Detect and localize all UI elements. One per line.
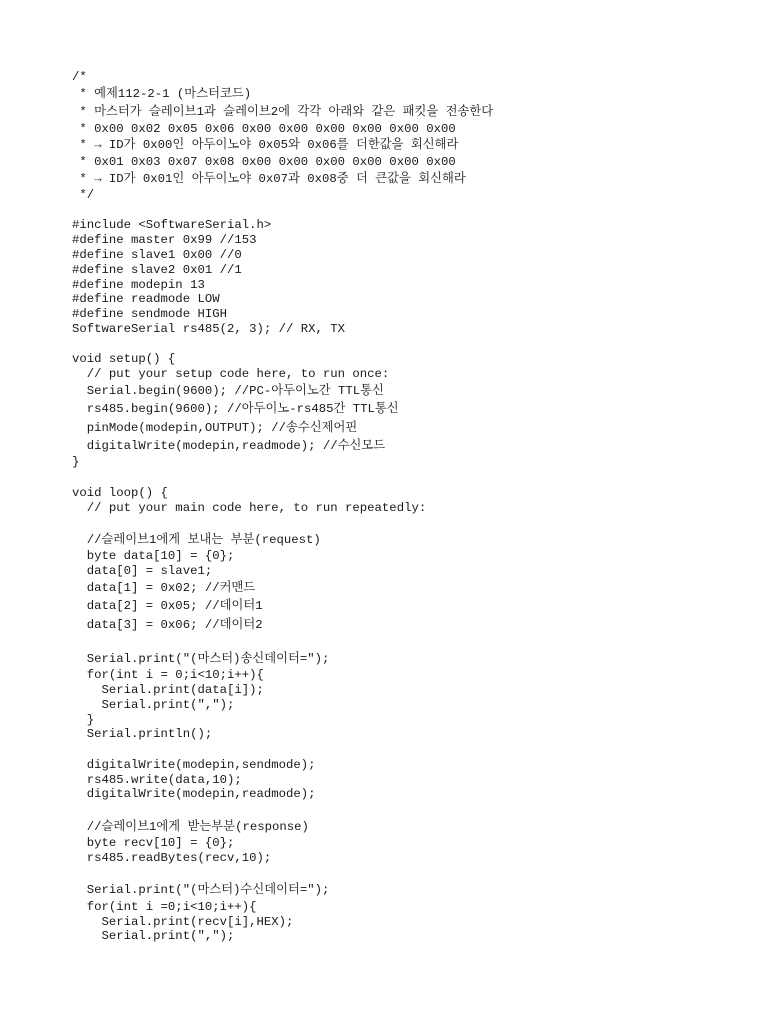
blank-line xyxy=(72,634,752,650)
code-line: byte recv[10] = {0}; xyxy=(72,836,235,851)
code-line: /* xyxy=(72,70,87,84)
code-line: Serial.print("(마스터)송신데이터="); xyxy=(72,651,330,666)
code-line: for(int i =0;i<10;i++){ xyxy=(72,899,257,914)
code-listing xyxy=(72,70,752,944)
code-line: //슬레이브1에게 받는부분(response) xyxy=(72,819,309,834)
code-line: Serial.begin(9600); //PC-아두이노간 TTL통신 xyxy=(72,383,384,398)
blank-line xyxy=(72,203,752,219)
blank-line xyxy=(72,742,752,758)
code-line: byte data[10] = {0}; xyxy=(72,549,235,564)
code-line: data[3] = 0x06; //데이터2 xyxy=(72,617,263,632)
code-line: * 0x01 0x03 0x07 0x08 0x00 0x00 0x00 0x00 0x00 0x00 xyxy=(72,154,456,169)
blank-line xyxy=(72,515,752,531)
code-line: * 예제112-2-1 (마스터코드) xyxy=(72,86,252,101)
code-line: Serial.print(","); xyxy=(72,697,235,712)
code-line: data[2] = 0x05; //데이터1 xyxy=(72,599,263,614)
blank-line xyxy=(72,337,752,353)
code-line: rs485.begin(9600); //아두이노-rs485간 TTL통신 xyxy=(72,402,399,417)
code-line: Serial.print(","); xyxy=(72,929,235,944)
code-line: digitalWrite(modepin,readmode); //수신모드 xyxy=(72,439,386,454)
blank-line xyxy=(72,802,752,818)
code-line: #define master 0x99 //153 xyxy=(72,233,257,248)
code-line: digitalWrite(modepin,readmode); xyxy=(72,787,316,802)
code-line: } xyxy=(72,712,95,727)
code-line: #include <SoftwareSerial.h> xyxy=(72,218,272,233)
code-line: rs485.readBytes(recv,10); xyxy=(72,850,272,865)
code-line: #define sendmode HIGH xyxy=(72,307,227,322)
code-line: Serial.print(data[i]); xyxy=(72,682,264,697)
code-line: void loop() { xyxy=(72,485,168,500)
blank-line xyxy=(72,866,752,882)
code-line: Serial.println(); xyxy=(72,727,213,742)
code-line: SoftwareSerial rs485(2, 3); // RX, TX xyxy=(72,321,346,336)
code-line: //슬레이브1에게 보내는 부분(request) xyxy=(72,533,321,548)
code-line: * 0x00 0x02 0x05 0x06 0x00 0x00 0x00 0x00 0x00 0x00 xyxy=(72,121,456,136)
code-line: Serial.print(recv[i],HEX); xyxy=(72,914,294,929)
code-line: data[1] = 0x02; //커맨드 xyxy=(72,581,256,596)
code-line: for(int i = 0;i<10;i++){ xyxy=(72,668,264,683)
code-line: digitalWrite(modepin,sendmode); xyxy=(72,757,316,772)
code-line: #define modepin 13 xyxy=(72,277,205,292)
code-line: #define slave1 0x00 //0 xyxy=(72,247,242,262)
code-line: */ xyxy=(72,187,95,202)
code-line: Serial.print("(마스터)수신데이터="); xyxy=(72,883,330,898)
code-line: // put your setup code here, to run once: xyxy=(72,367,390,382)
code-line: * → ID가 0x01인 아두이노야 0x07과 0x08중 더 큰값을 회신해라 xyxy=(72,171,466,186)
code-line: #define slave2 0x01 //1 xyxy=(72,262,242,277)
code-line: * → ID가 0x00인 아두이노야 0x05와 0x06를 더한값을 회신해라 xyxy=(72,138,459,153)
code-line: #define readmode LOW xyxy=(72,292,220,307)
code-line: } xyxy=(72,455,80,470)
code-line: data[0] = slave1; xyxy=(72,564,213,579)
code-line: * 마스터가 슬레이브1과 슬레이브2에 각각 아래와 같은 패킷을 전송한다 xyxy=(72,105,494,120)
code-line: pinMode(modepin,OUTPUT); //송수신제어핀 xyxy=(72,420,358,435)
code-line: rs485.write(data,10); xyxy=(72,772,242,787)
blank-line xyxy=(72,470,752,486)
code-line: // put your main code here, to run repeatedly: xyxy=(72,500,427,515)
code-line: void setup() { xyxy=(72,352,176,367)
